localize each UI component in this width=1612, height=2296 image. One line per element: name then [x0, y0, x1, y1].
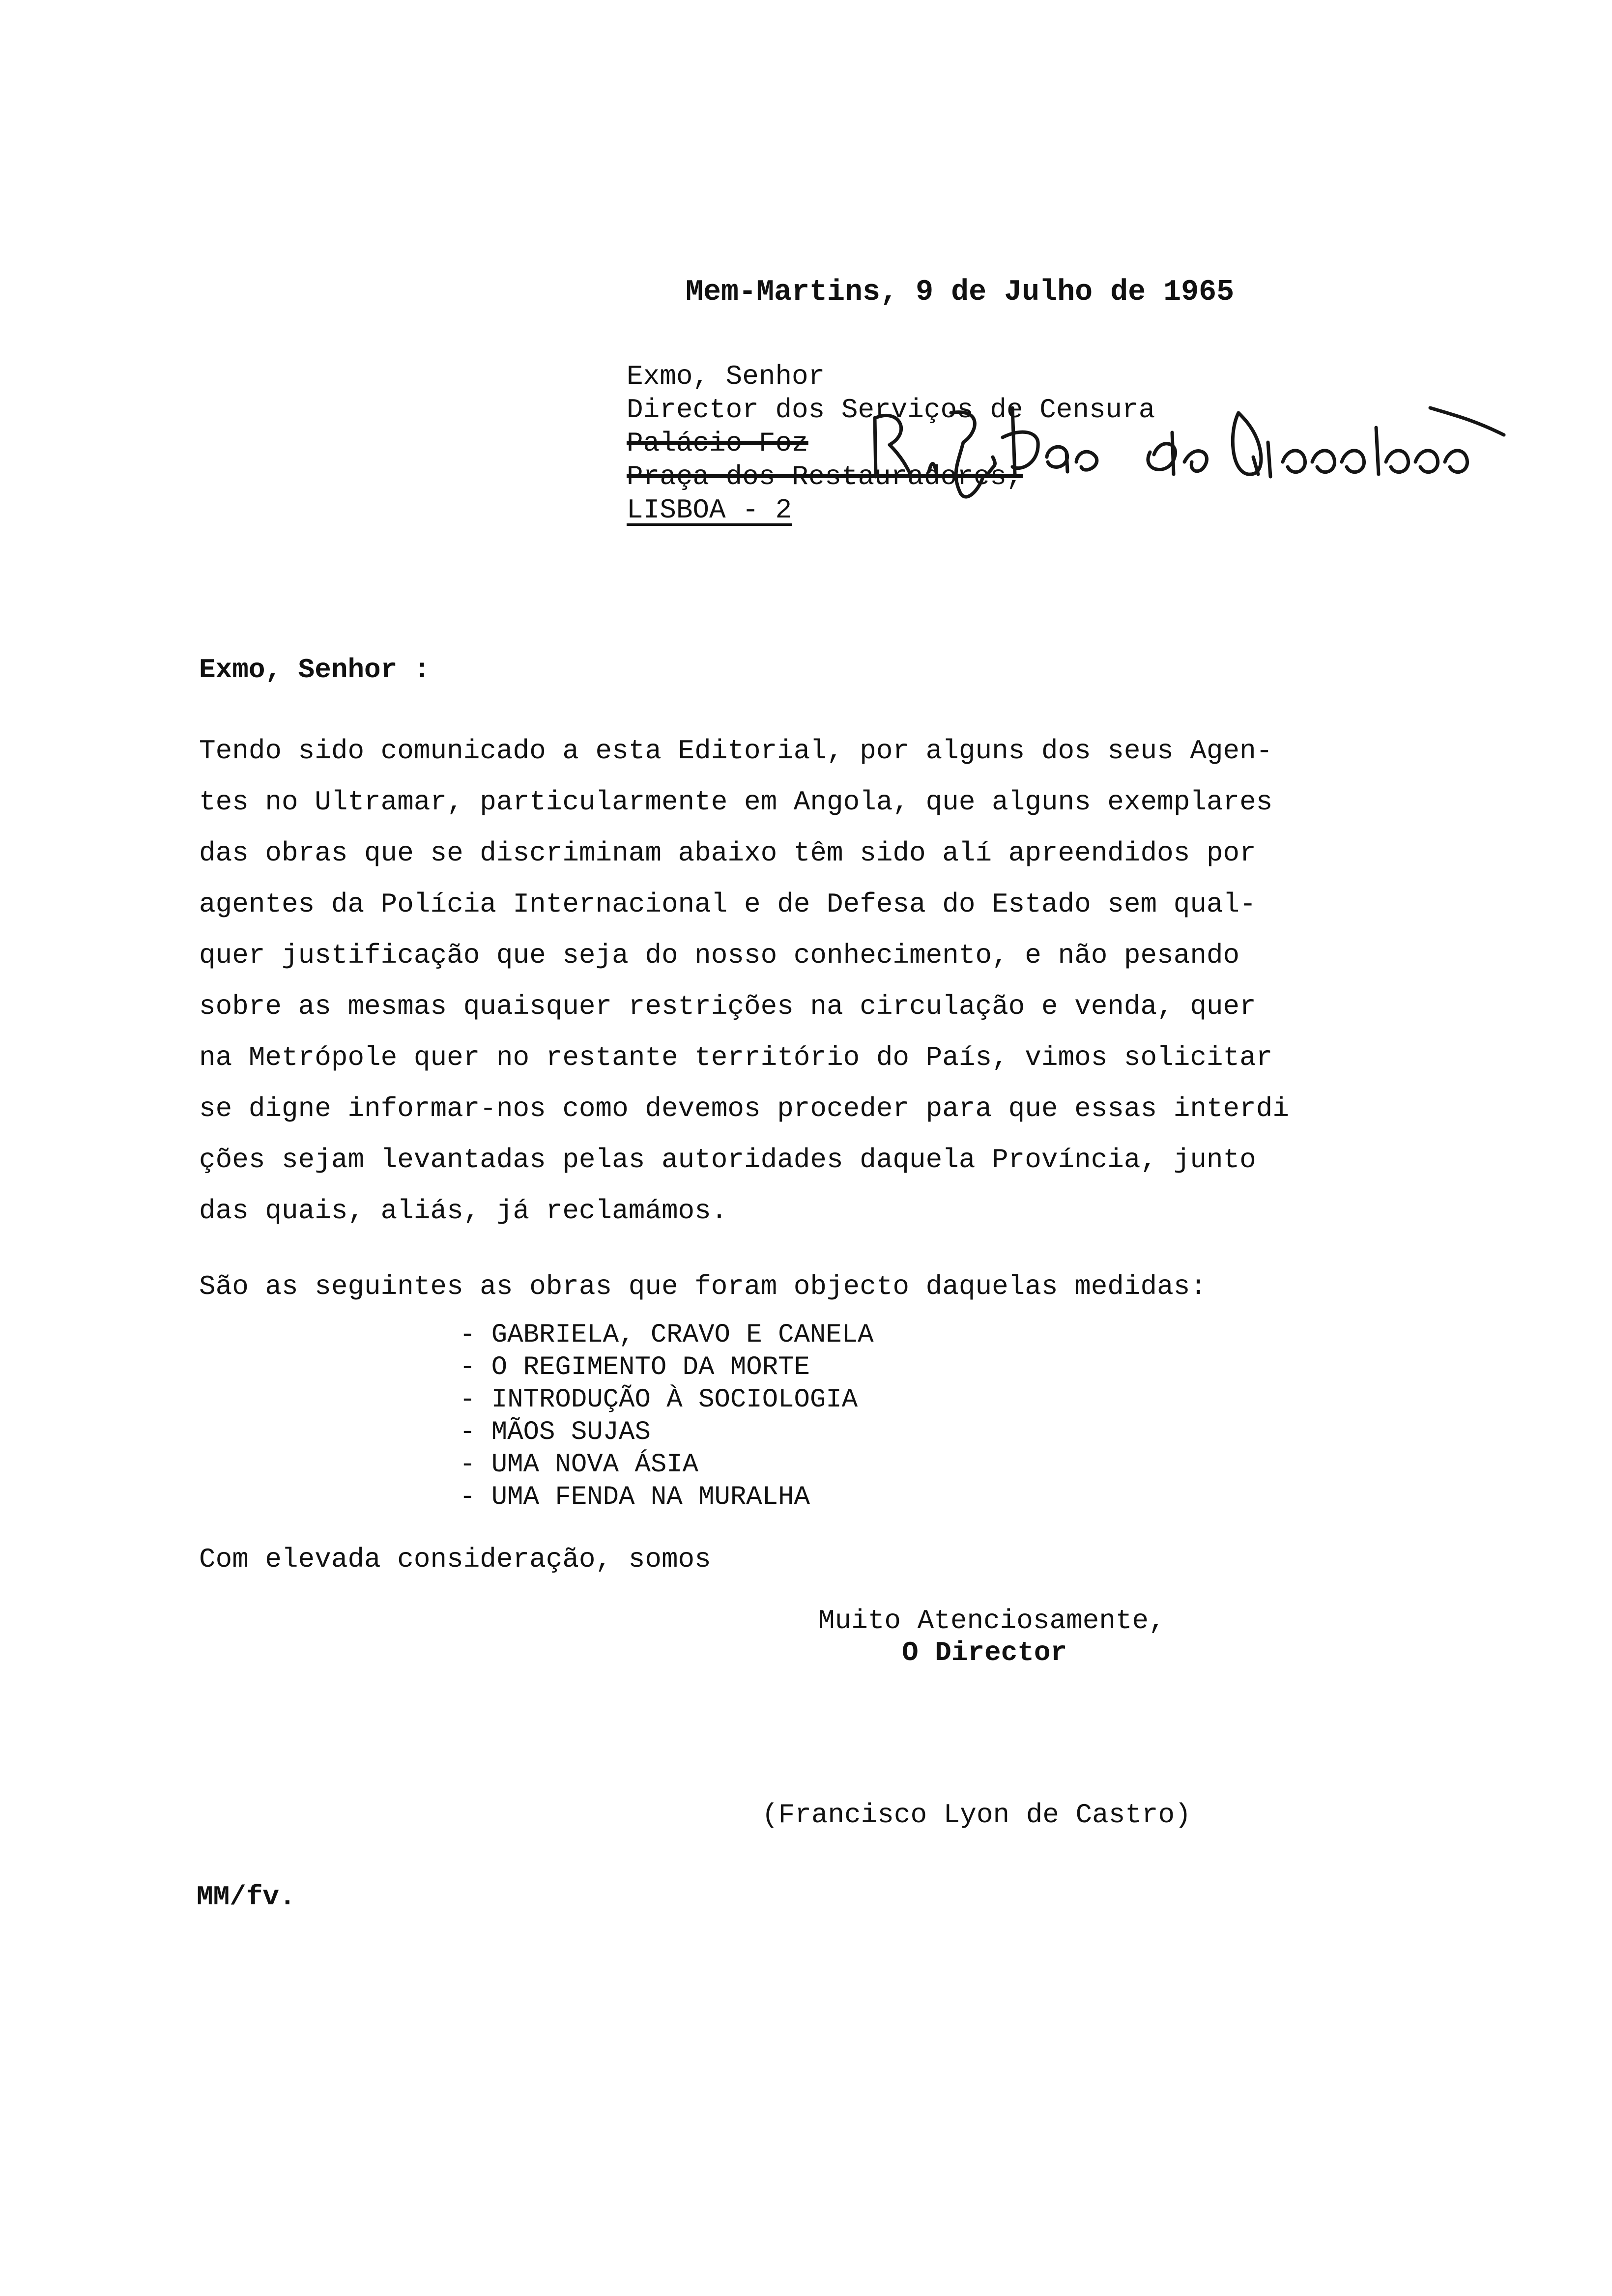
- date-line: Mem-Martins, 9 de Julho de 1965: [686, 276, 1235, 309]
- address-line-2: Director dos Serviços de Censura: [627, 394, 1155, 426]
- signatory-name: (Francisco Lyon de Castro): [762, 1799, 1191, 1831]
- paragraph-line: quer justificação que seja do nosso conhecimento, e não pesando: [199, 940, 1240, 971]
- paragraph-line: das obras que se discriminam abaixo têm sido alí apreendidos por: [199, 837, 1256, 869]
- handwritten-annotation: [865, 388, 1514, 506]
- list-item: - UMA FENDA NA MURALHA: [460, 1482, 810, 1512]
- paragraph-line: agentes da Polícia Internacional e de Defesa do Estado sem qual-: [199, 889, 1256, 920]
- paragraph-line: Tendo sido comunicado a esta Editorial, por alguns dos seus Agen-: [199, 735, 1273, 767]
- signer-title: O Director: [902, 1637, 1067, 1668]
- list-item: - INTRODUÇÃO À SOCIOLOGIA: [460, 1385, 858, 1415]
- closing-regards: Muito Atenciosamente,: [818, 1605, 1165, 1636]
- list-intro: São as seguintes as obras que foram objecto daquelas medidas:: [199, 1271, 1207, 1302]
- list-item: - O REGIMENTO DA MORTE: [460, 1352, 810, 1382]
- list-item: - UMA NOVA ÁSIA: [460, 1450, 699, 1480]
- list-item: - GABRIELA, CRAVO E CANELA: [460, 1320, 874, 1350]
- paragraph-line: tes no Ultramar, particularmente em Angola, que alguns exemplares: [199, 786, 1273, 818]
- address-line-3-struck: Palácio Foz: [627, 428, 808, 459]
- closing-consideration: Com elevada consideração, somos: [199, 1544, 711, 1575]
- paragraph-line: sobre as mesmas quaisquer restrições na circulação e venda, quer: [199, 991, 1256, 1022]
- paragraph-line: das quais, aliás, já reclamámos.: [199, 1195, 728, 1227]
- paragraph-line: ções sejam levantadas pelas autoridades daquela Província, junto: [199, 1144, 1256, 1176]
- address-line-4-struck: Praça dos Restauradores,: [627, 461, 1023, 492]
- reference-initials: MM/fv.: [197, 1881, 296, 1913]
- paragraph-line: na Metrópole quer no restante território do País, vimos solicitar: [199, 1042, 1273, 1073]
- address-line-5: LISBOA - 2: [627, 494, 792, 526]
- address-line-1: Exmo, Senhor: [627, 361, 825, 392]
- paragraph-line: se digne informar-nos como devemos proceder para que essas interdi: [199, 1093, 1289, 1124]
- list-item: - MÃOS SUJAS: [460, 1417, 651, 1447]
- salutation: Exmo, Senhor :: [199, 654, 431, 686]
